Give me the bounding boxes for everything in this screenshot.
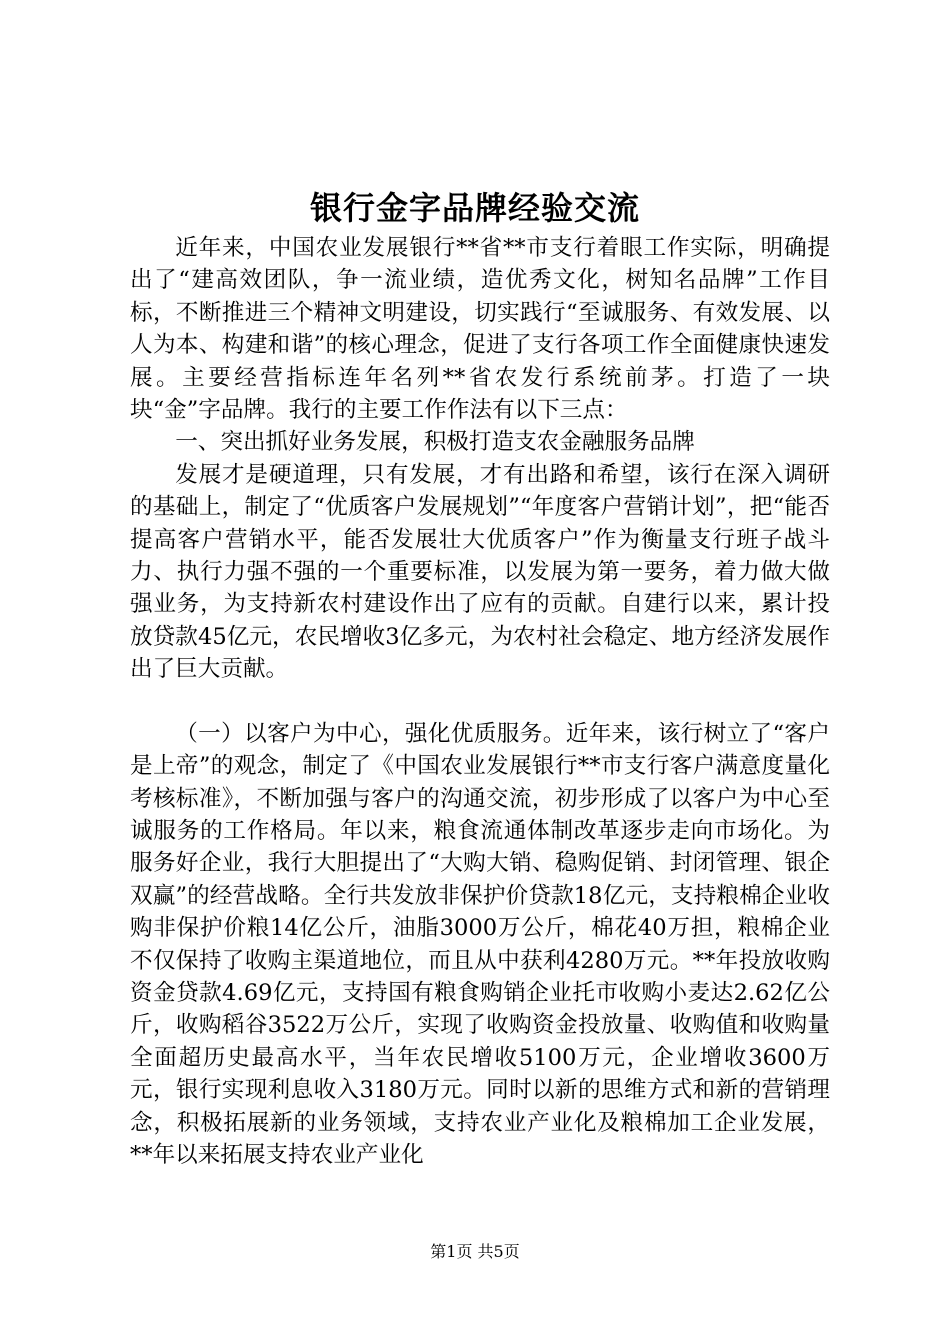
paragraph-customer-service: （一）以客户为中心，强化优质服务。近年来，该行树立了“客户是上帝”的观念，制定了《中国农业发展银行**市支行客户满意度量化考核标准》，不断加强与客户的沟通交流，初步形成了以客户为中心至诚服务的工作格局。年以来，粮食流通体制改革逐步走向市场化。为服务好企业，我行大胆提出了“大购大销、稳购促销、封闭管理、银企双赢”的经营战略。全行共发放非保护价贷款18亿元，支持粮棉企业收购非保护价粮14亿公斤，油脂3000万公斤，棉花40万担，粮棉企业不仅保持了收购主渠道地位，而且从中获利4280万元。**年投放收购资金贷款4.69亿元，支持国有粮食购销企业托市收购小麦达2.62亿公斤，收购稻谷3522万公斤，实现了收购资金投放量、收购值和收购量全面超历史最高水平，当年农民增收5100万元，企业增收3600万元，银行实现利息收入3180万元。同时以新的思维方式和新的营销理念，积极拓展新的业务领域，支持农业产业化及粮棉加工企业发展，**年以来拓展支持农业产业化	[130, 720, 830, 1168]
page-number: 第1页 共5页	[430, 1242, 520, 1261]
section-heading-1: 一、突出抓好业务发展，积极打造支农金融服务品牌	[175, 429, 695, 456]
document-body	[130, 232, 830, 1171]
document-title: 银行金字品牌经验交流	[309, 189, 640, 227]
paragraph-development: 发展才是硬道理，只有发展，才有出路和希望，该行在深入调研的基础上，制定了“优质客户发展规划”“年度客户营销计划”，把“能否提高客户营销水平，能否发展壮大优质客户”作为衡量支行班子战斗力、执行力强不强的一个重要标准，以发展为第一要务，着力做大做强业务，为支持新农村建设作出了应有的贡献。自建行以来，累计投放贷款45亿元，农民增收3亿多元，为农村社会稳定、地方经济发展作出了巨大贡献。	[130, 461, 830, 683]
paragraph-intro: 近年来，中国农业发展银行**省**市支行着眼工作实际，明确提出了“建高效团队，争一流业绩，造优秀文化，树知名品牌”工作目标，不断推进三个精神文明建设，切实践行“至诚服务、有效发展、以人为本、构建和谐”的核心理念，促进了支行各项工作全面健康快速发展。主要经营指标连年名列**省农发行系统前茅。打造了一块块“金”字品牌。我行的主要工作作法有以下三点：	[130, 235, 830, 424]
